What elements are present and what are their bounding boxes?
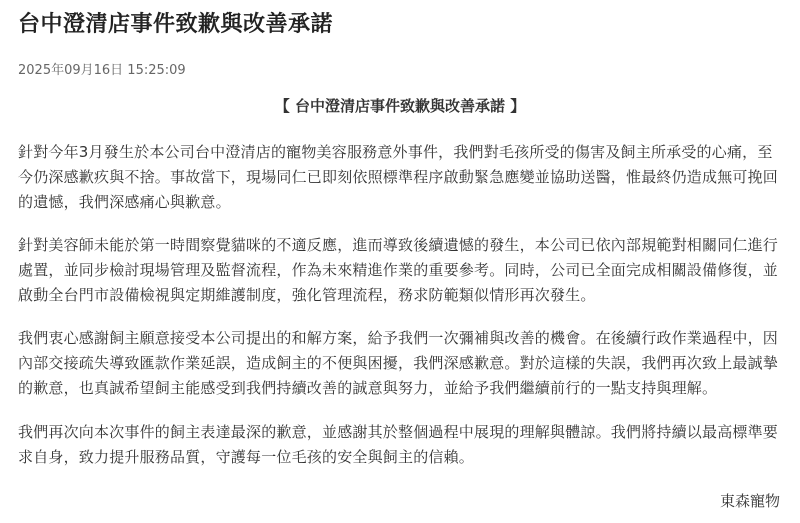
paragraph-4: 我們再次向本次事件的飼主表達最深的歉意，並感謝其於整個過程中展現的理解與體諒。我們將持續以最高標準要求自身，致力提升服務品質，守護每一位毛孩的安全與飼主的信賴。 (18, 423, 779, 466)
paragraph-2: 針對美容師未能於第一時間察覺貓咪的不適反應，進而導致後續遺憾的發生，本公司已依內部規範對相關同仁進行處置，並同步檢討現場管理及監督流程，作為未來精進作業的重要參考。同時，公司已全面完成相關設備修復，並啟動全台門市設備檢視與定期維護制度，強化管理流程，務求防範類似情形再次發生。 (18, 236, 779, 304)
page-title: 台中澄清店事件致歉與改善承諾 (18, 12, 334, 37)
signature: 東森寵物 (719, 492, 780, 510)
publish-datetime: 2025年09月16日 15:25:09 (18, 63, 186, 78)
paragraph-3: 我們衷心感謝飼主願意接受本公司提出的和解方案，給予我們一次彌補與改善的機會。在後續行政作業過程中，因內部交接疏失導致匯款作業延誤，造成飼主的不便與困擾，我們深感歉意。對於這樣的失誤，我們再次致上最誠摯的歉意，也真誠希望飼主能感受到我們持續改善的誠意與努力，並給予我們繼續前行的一點支持與理解。 (18, 329, 779, 397)
article-subtitle: 【 台中澄清店事件致歉與改善承諾 】 (274, 97, 526, 115)
paragraph-1: 針對今年3月發生於本公司台中澄清店的寵物美容服務意外事件，我們對毛孩所受的傷害及飼主所承受的心痛，至今仍深感歉疚與不捨。事故當下，現場同仁已即刻依照標準程序啟動緊急應變並協助送醫，惟最終仍造成無可挽回的遺憾，我們深感痛心與歉意。 (18, 143, 779, 211)
